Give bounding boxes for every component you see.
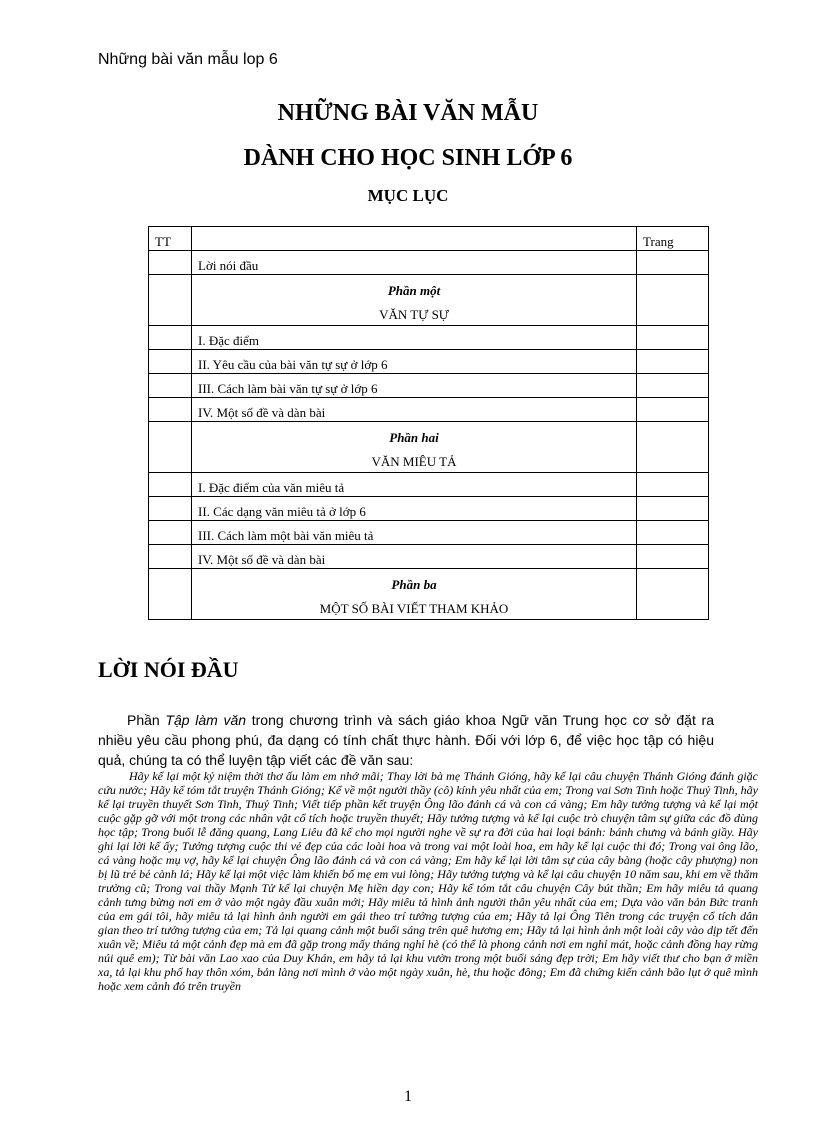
preface-intro-paragraph <box>98 710 714 770</box>
toc-part-row <box>149 275 709 326</box>
toc-row <box>149 350 709 374</box>
intro-text-rest: trong chương trình và sách giáo khoa Ngữ văn Trung học cơ sở đặt ra nhiều yêu cầu phong phú, đa dạng có tính chất thực hành. Đối với lớp 6, để việc học tập có hiệu quả, chúng ta có thể luyện tập viết các đề văn sau: <box>98 712 714 768</box>
part-two-label: Phần hai <box>389 430 439 445</box>
toc-item: IV. Một số đề và dàn bài <box>192 398 637 422</box>
toc-part-one <box>192 275 637 326</box>
table-of-contents-title: MỤC LỤC <box>367 186 449 205</box>
toc-item: I. Đặc điểm của văn miêu tả <box>192 473 637 497</box>
part-two-name: VĂN MIÊU TẢ <box>371 454 457 469</box>
toc-header-tt: TT <box>149 227 192 251</box>
essay-topics-paragraph: Hãy kể lại một kỷ niệm thời thơ ấu làm em nhớ mãi; Thay lời bà mẹ Thánh Gióng, hãy kể lại câu chuyện Thánh Gióng đánh giặc cứu nước; Hãy kể tóm tắt truyện Thánh Gióng; Kể về một người thầy (cô) kính yêu nhất của em; Trong vai Sơn Tinh hoặc Thuỷ Tinh, hãy kể lại truyền thuyết Sơn Tinh, Thuỷ Tinh; Viết tiếp phần kết truyện Ông lão đánh cá và con cá vàng; Em hãy tưởng tượng và kể lại một cuộc gặp gỡ với một trong các nhân vật cổ tích hoặc truyền thuyết; Hãy tưởng tượng và kể lại cuộc trò chuyện tâm sự giữa các đồ dùng học tập; Trong buổi lễ đăng quang, Lang Liêu đã kể cho mọi người nghe về sự ra đời của hai loại bánh: bánh chưng và bánh giầy. Hãy ghi lại lời kể ấy; Tưởng tượng cuộc thi vẻ đẹp của các loài hoa và trong vai một loài hoa, em hãy kể lại cuộc thi đó; Trong vai ông lão, cá vàng hoặc mụ vợ, hãy kể lại chuyện Ông lão đánh cá và con cá vàng; Em hãy kể lại lời tâm sự của cây bàng (hoặc cây phượng) non bị lũ trẻ bẻ cành lá; Hãy kể lại một việc làm khiến bố mẹ em vui lòng; Hãy tưởng tượng và kể lại câu chuyện 10 năm sau, khi em về thăm trường cũ; Trong vai thầy Mạnh Tử kể lại chuyện Mẹ hiền dạy con; Hãy kể tóm tắt câu chuyện Cây bút thần; Em hãy miêu tả quang cảnh tưng bừng nơi em ở vào một ngày đầu xuân mới; Hãy miêu tả hình ảnh người thân yêu nhất của em; Dựa vào văn bản Bức tranh của em gái tôi, hãy miêu tả lại hình ảnh người em gái theo trí tưởng tượng của em; Hãy tả lại Ông Tiên trong các truyện cổ tích dân gian theo trí tưởng tượng của em; Tả lại quang cảnh một buổi sáng trên quê hương em; Hãy tả lại hình ảnh một loài cây vào dịp tết đến xuân về; Miêu tả một cảnh đẹp mà em đã gặp trong mấy tháng nghỉ hè (có thể là phong cảnh nơi em nghỉ mát, hoặc cảnh đồng hay rừng núi quê em); Từ bài văn Lao xao của Duy Khán, em hãy tả lại khu vườn trong một buổi sáng đẹp trời; Em hãy viết thư cho bạn ở miền xa, tả lại khu phố hay thôn xóm, bản làng nơi mình ở vào một ngày xuân, hè, thu hoặc đông; Em đã chứng kiến cảnh bão lụt ở quê mình hoặc xem cảnh đó trên truyền <box>98 769 758 993</box>
toc-row <box>149 374 709 398</box>
toc-item: II. Yêu cầu của bài văn tự sự ở lớp 6 <box>192 350 637 374</box>
toc-header-row <box>149 227 709 251</box>
intro-text-start: Phần <box>127 712 166 728</box>
toc-row <box>149 398 709 422</box>
toc-row <box>149 326 709 350</box>
table-of-contents <box>148 226 709 620</box>
toc-row <box>149 521 709 545</box>
part-one-name: VĂN TỰ SỰ <box>379 307 449 322</box>
part-three-name: MỘT SỐ BÀI VIẾT THAM KHẢO <box>319 601 509 616</box>
toc-item: IV. Một số đề và dàn bài <box>192 545 637 569</box>
toc-part-row <box>149 569 709 620</box>
toc-part-row <box>149 422 709 473</box>
page-number: 1 <box>404 1088 412 1105</box>
toc-item: I. Đặc điểm <box>192 326 637 350</box>
toc-preface: Lời nói đầu <box>192 251 637 275</box>
toc-item: III. Cách làm một bài văn miêu tả <box>192 521 637 545</box>
running-header: Những bài văn mẫu lop 6 <box>98 51 278 68</box>
toc-row <box>149 545 709 569</box>
toc-part-three <box>192 569 637 620</box>
toc-header-title <box>192 227 637 251</box>
toc-item: III. Cách làm bài văn tự sự ở lớp 6 <box>192 374 637 398</box>
toc-header-page: Trang <box>637 227 709 251</box>
toc-part-two <box>192 422 637 473</box>
title-line-2: DÀNH CHO HỌC SINH LỚP 6 <box>243 145 573 171</box>
toc-row <box>149 497 709 521</box>
toc-row <box>149 473 709 497</box>
preface-heading: LỜI NÓI ĐẦU <box>98 657 239 682</box>
part-one-label: Phần một <box>387 283 441 298</box>
intro-text-italic: Tập làm văn <box>165 712 247 728</box>
toc-item: II. Các dạng văn miêu tả ở lớp 6 <box>192 497 637 521</box>
part-three-label: Phần ba <box>391 577 437 592</box>
title-line-1: NHỮNG BÀI VĂN MẪU <box>277 100 539 126</box>
toc-row <box>149 251 709 275</box>
